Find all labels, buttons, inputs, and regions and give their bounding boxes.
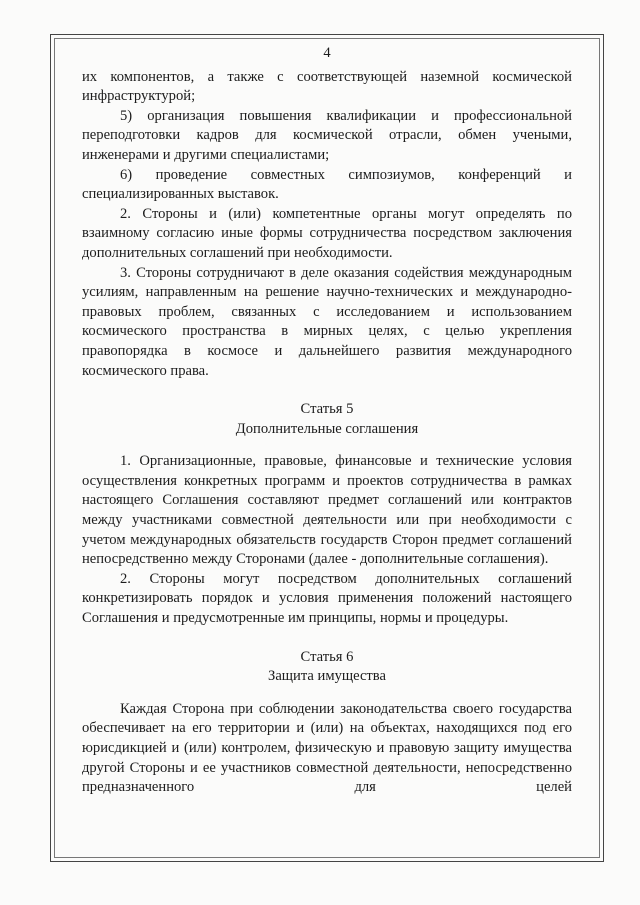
paragraph: их компонентов, а также с соответствующей наземной космической инфраструктурой; [82,68,572,105]
article-5-clause-1: 1. Организационные, правовые, финансовые и технические условия осуществления конкретных программ и проектов сотрудничества в рамках настоящего Соглашения составляют предмет соглашений или контрактов между участниками совместной деятельности или при необходимости с учетом международных обязательств государств Сторон предмет соглашений непосредственно между Сторонами (далее - дополнительные соглашения). [82,453,572,568]
article-6-number: Статья 6 [300,648,354,665]
list-item-6: 6) проведение совместных симпозиумов, конференций и специализированных выставок. [82,166,572,203]
document-body [82,44,572,798]
clause-3: 3. Стороны сотрудничают в деле оказания содействия международным усилиям, направленным на решение научно-технических и международно-правовых проблем, связанных с исследованием и использованием космического пространства в мирных целях, с целью укрепления правопорядка в космосе и дальнейшего развития международного космического права. [82,264,572,379]
article-5-title: Дополнительные соглашения [235,420,419,437]
article-6-paragraph: Каждая Сторона при соблюдении законодательства своего государства обеспечивает на его территории и (или) на объектах, находящихся под его юрисдикцией и (или) контролем, физическую и правовую защиту имущества другой Стороны и ее участников совместной деятельности, непосредственно предназначенного для целей [82,700,572,796]
article-6-title: Защита имущества [268,668,386,685]
article-5-number: Статья 5 [300,401,354,418]
clause-2: 2. Стороны и (или) компетентные органы могут определять по взаимному согласию иные формы сотрудничества посредством заключения дополнительных соглашений при необходимости. [82,205,572,261]
list-item-5: 5) организация повышения квалификации и профессиональной переподготовки кадров для космической отрасли, обмен учеными, инженерами и другими специалистами; [82,107,572,163]
page-number: 4 [323,45,331,61]
article-5-clause-2: 2. Стороны могут посредством дополнительных соглашений конкретизировать порядок и условия применения положений настоящего Соглашения и предусмотренные им принципы, нормы и процедуры. [82,570,572,627]
